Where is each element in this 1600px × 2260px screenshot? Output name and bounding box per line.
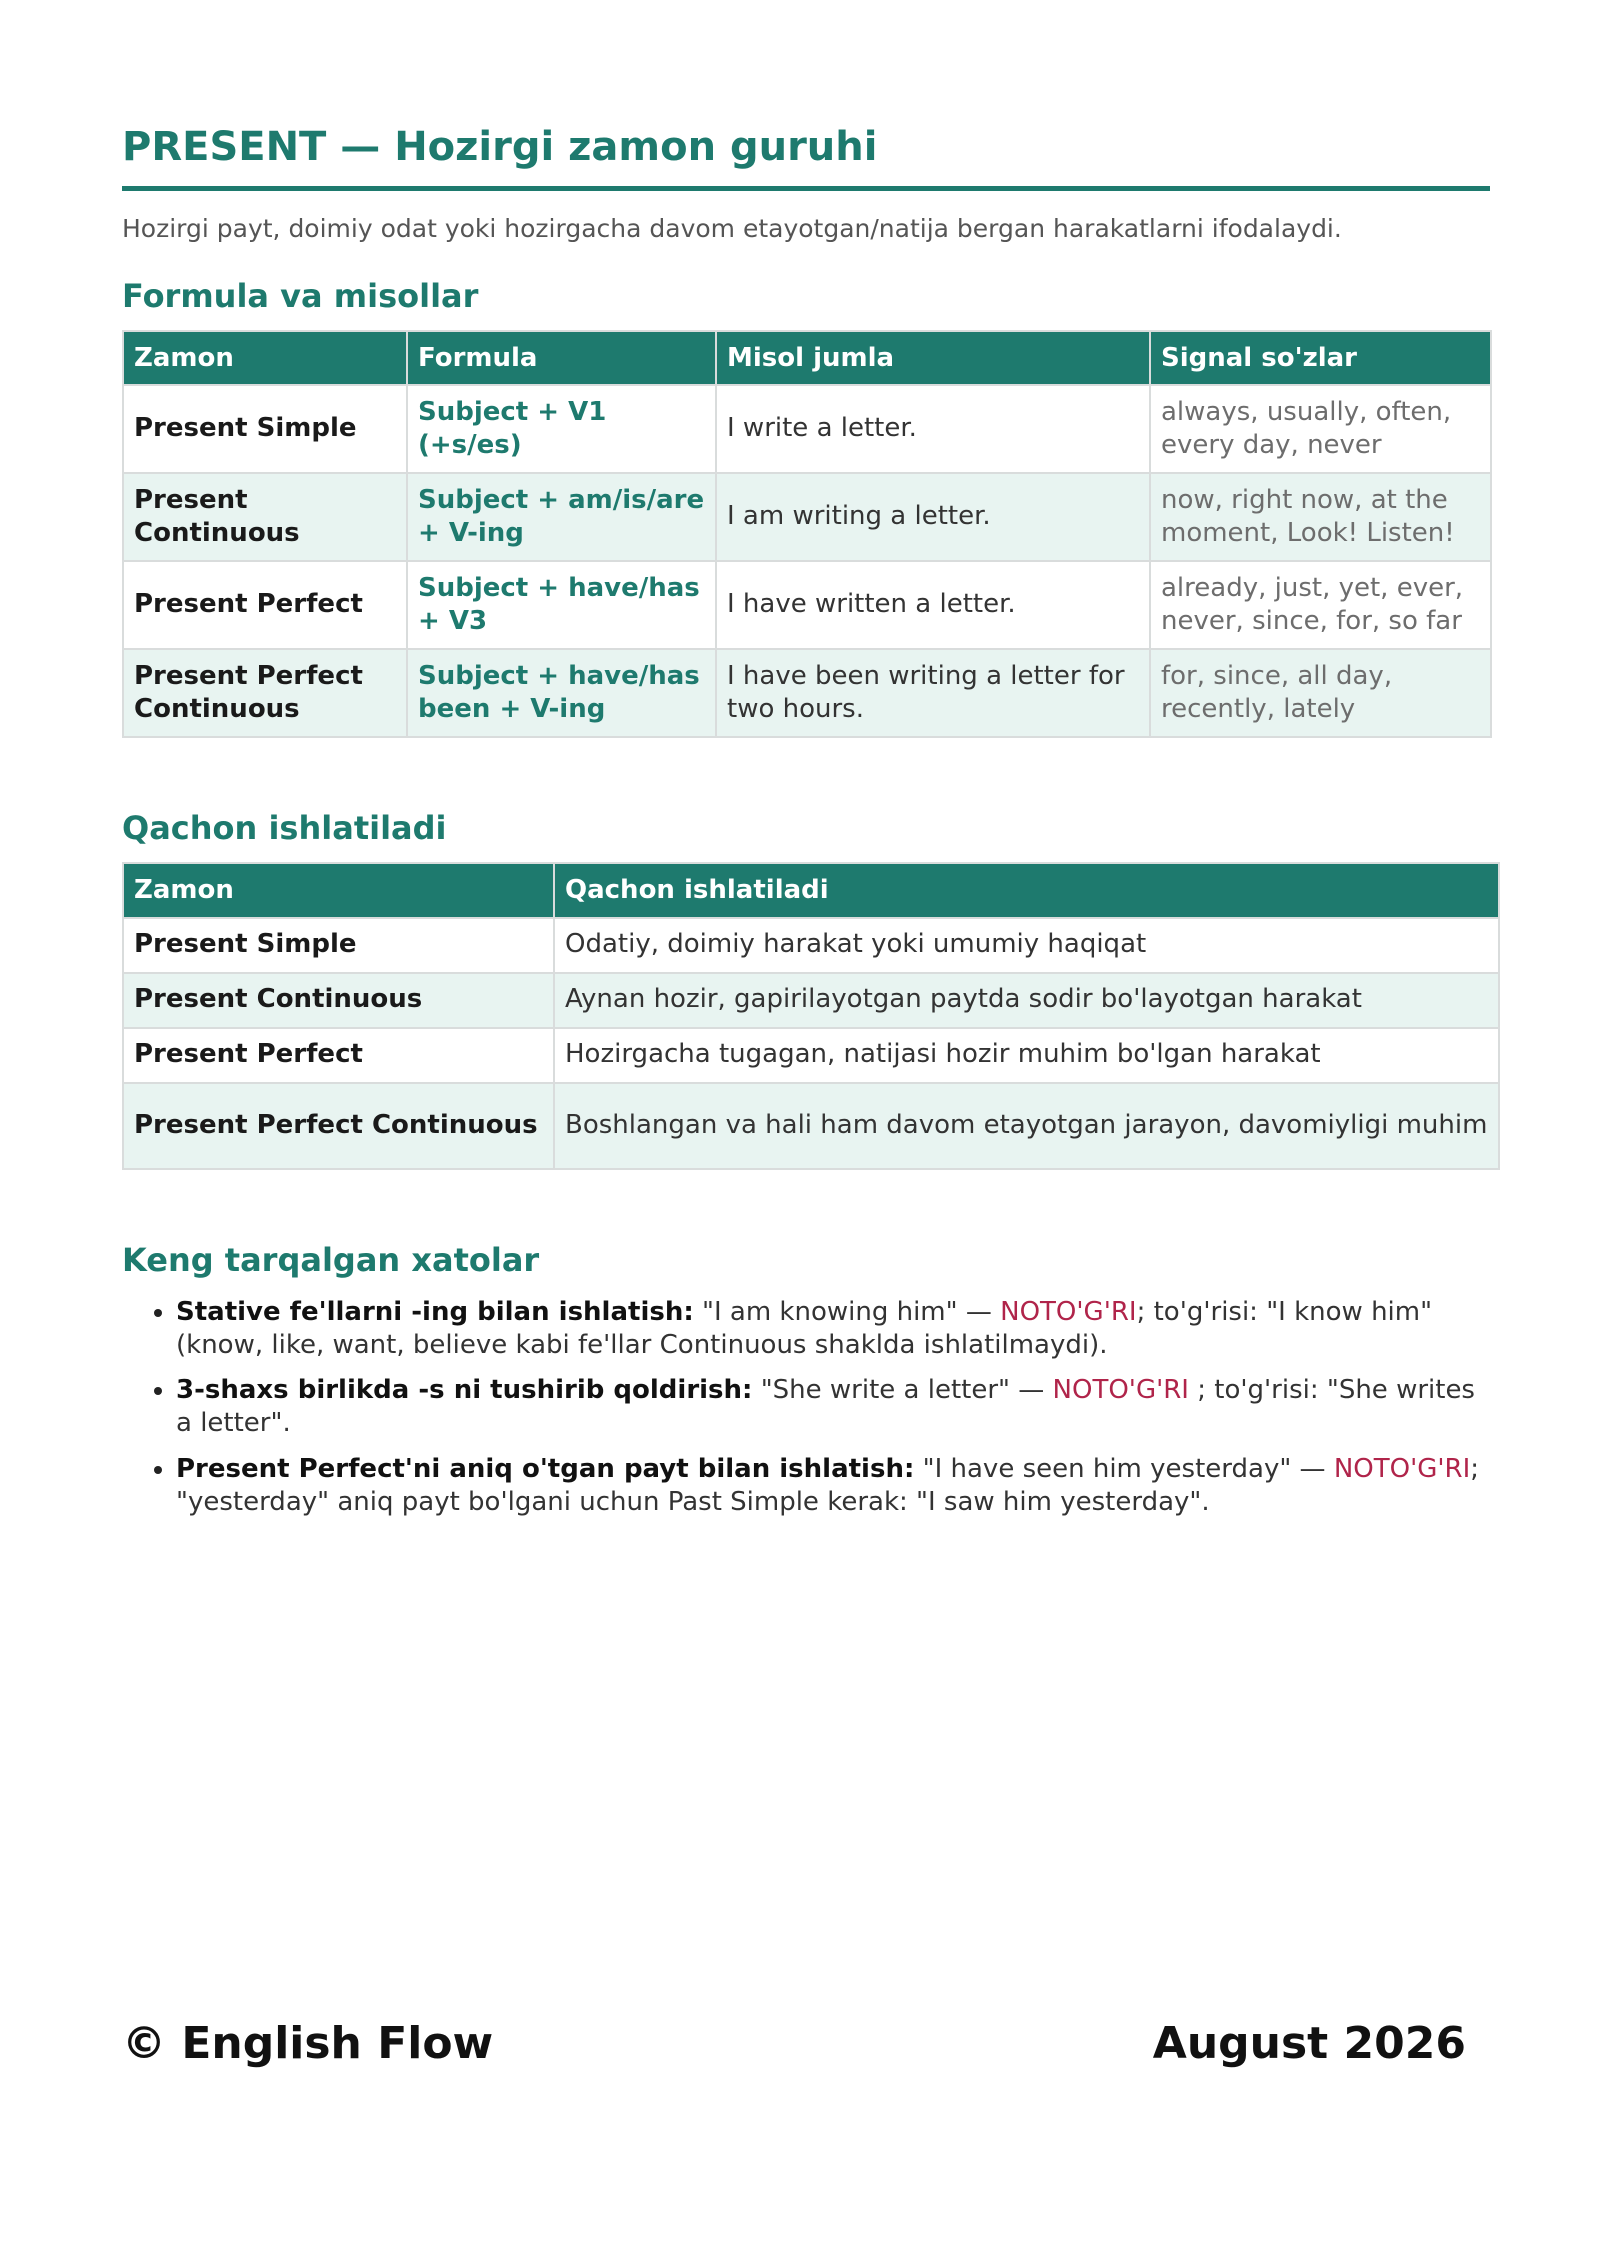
column-header-signals: Signal so'zlar: [1150, 331, 1491, 386]
signal-cell: always, usually, often, every day, never: [1150, 385, 1491, 473]
tense-cell: Present Continuous: [123, 473, 407, 561]
signal-cell: for, since, all day, recently, lately: [1150, 649, 1491, 737]
mistake-example: "I am knowing him" —: [693, 1296, 1001, 1327]
table-row: [123, 473, 1491, 561]
formula-cell: Subject + V1 (+s/es): [407, 385, 716, 473]
wrong-label: NOTO'G'RI: [1333, 1453, 1471, 1484]
signal-cell: now, right now, at the moment, Look! Listen!: [1150, 473, 1491, 561]
formula-cell: Subject + am/is/are + V-ing: [407, 473, 716, 561]
table-row: [123, 918, 1499, 973]
tense-cell: Present Continuous: [123, 973, 554, 1028]
tense-cell: Present Perfect: [123, 1028, 554, 1083]
tense-cell: Present Simple: [123, 385, 407, 473]
intro-text: Hozirgi payt, doimiy odat yoki hozirgacha davom etayotgan/natija bergan harakatlarni ifodalaydi.: [122, 214, 1342, 243]
column-header-formula: Formula: [407, 331, 716, 386]
tense-cell: Present Perfect Continuous: [123, 649, 407, 737]
tense-cell: Present Perfect Continuous: [123, 1083, 554, 1169]
column-header-usage: Qachon ishlatiladi: [554, 863, 1499, 918]
table-row: [123, 385, 1491, 473]
section-heading-usage: Qachon ishlatiladi: [122, 809, 447, 847]
table-header-row: [123, 863, 1499, 918]
document-body: [122, 122, 1490, 1531]
mistake-example: "I have seen him yesterday" —: [914, 1453, 1334, 1484]
mistake-correction: ; to'g'risi: "She writes a letter".: [176, 1375, 1475, 1439]
usage-cell: Hozirgacha tugagan, natijasi hozir muhim bo'lgan harakat: [554, 1028, 1499, 1083]
table-row: [123, 561, 1491, 649]
usage-cell: Odatiy, doimiy harakat yoki umumiy haqiqat: [554, 918, 1499, 973]
table-row: [123, 1028, 1499, 1083]
mistake-lead: Present Perfect'ni aniq o'tgan payt bilan ishlatish:: [176, 1453, 915, 1484]
table-row: [123, 1083, 1499, 1169]
list-item: [176, 1374, 1490, 1441]
signal-cell: already, just, yet, ever, never, since, for, so far: [1150, 561, 1491, 649]
footer-date: August 2026: [1152, 2018, 1466, 2069]
tense-cell: Present Perfect: [123, 561, 407, 649]
example-cell: I have written a letter.: [716, 561, 1150, 649]
usage-table: [122, 862, 1500, 1170]
table-row: [123, 973, 1499, 1028]
usage-cell: Boshlangan va hali ham davom etayotgan jarayon, davomiyligi muhim: [554, 1083, 1499, 1169]
table-header-row: [123, 331, 1491, 386]
section-heading-mistakes: Keng tarqalgan xatolar: [122, 1240, 540, 1279]
wrong-label: NOTO'G'RI: [1052, 1375, 1189, 1406]
table-row: [123, 649, 1491, 737]
example-cell: I am writing a letter.: [716, 473, 1150, 561]
mistake-lead: 3-shaxs birlikda -s ni tushirib qoldirish:: [176, 1375, 753, 1406]
formula-table: [122, 330, 1492, 739]
example-cell: I have been writing a letter for two hours.: [716, 649, 1150, 737]
column-header-tense: Zamon: [123, 331, 407, 386]
column-header-tense: Zamon: [123, 863, 554, 918]
mistakes-list: [122, 1296, 1490, 1520]
tense-cell: Present Simple: [123, 918, 554, 973]
mistake-example: "She write a letter" —: [752, 1375, 1053, 1406]
section-heading-formula: Formula va misollar: [122, 276, 479, 315]
mistake-correction: ; to'g'risi: "I know him" (know, like, want, believe kabi fe'llar Continuous shaklda ishlatilmaydi).: [176, 1296, 1433, 1360]
list-item: [176, 1453, 1490, 1520]
mistake-correction: ; "yesterday" aniq payt bo'lgani uchun Past Simple kerak: "I saw him yesterday".: [176, 1453, 1480, 1517]
example-cell: I write a letter.: [716, 385, 1150, 473]
list-item: [176, 1296, 1490, 1363]
formula-cell: Subject + have/has been + V-ing: [407, 649, 716, 737]
mistake-lead: Stative fe'llarni -ing bilan ishlatish:: [176, 1296, 694, 1327]
usage-cell: Aynan hozir, gapirilayotgan paytda sodir bo'layotgan harakat: [554, 973, 1499, 1028]
column-header-example: Misol jumla: [716, 331, 1150, 386]
footer-copyright: © English Flow: [122, 2018, 494, 2069]
formula-cell: Subject + have/has + V3: [407, 561, 716, 649]
wrong-label: NOTO'G'RI: [1000, 1296, 1137, 1327]
page-title: PRESENT — Hozirgi zamon guruhi: [122, 122, 1490, 191]
